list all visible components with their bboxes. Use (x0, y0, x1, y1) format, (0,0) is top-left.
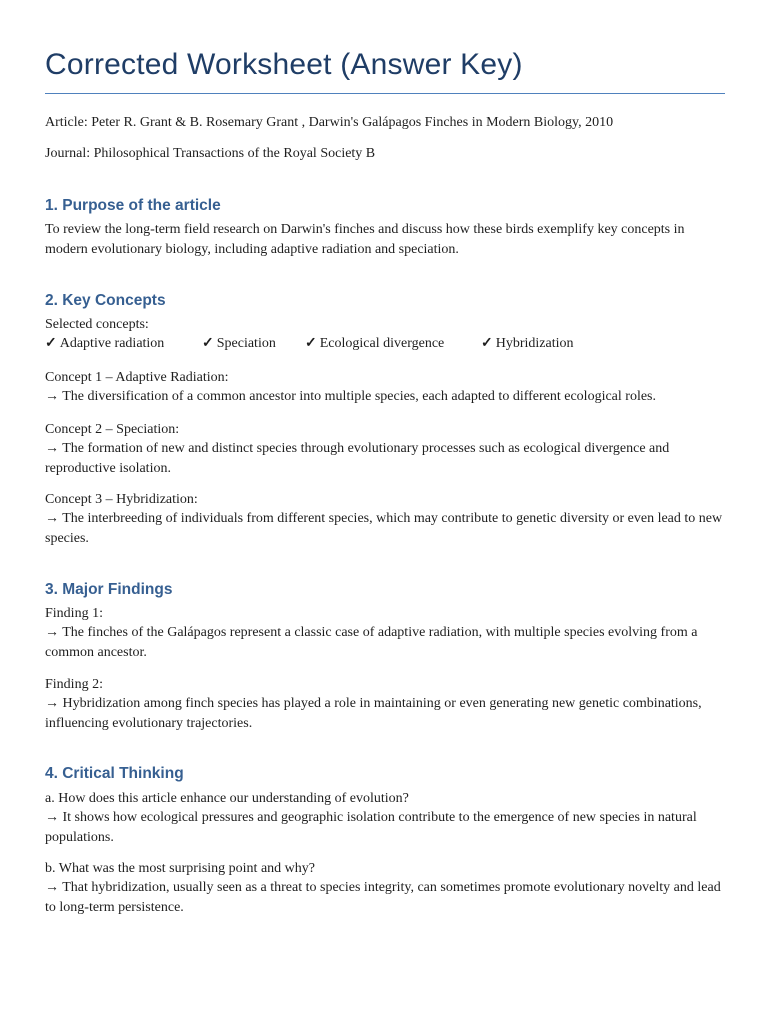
finding1-label: Finding 1: (45, 606, 103, 621)
concept-item: ✓ Hybridization (481, 336, 574, 351)
question-b-label: b. What was the most surprising point and why? (45, 861, 315, 876)
question-a-answer: → It shows how ecological pressures and geographic isolation contribute to the emergence of new species in natural populations. (45, 810, 697, 845)
finding1-text: → The finches of the Galápagos represent a classic case of adaptive radiation, with multiple species evolving from a common ancestor. (45, 625, 698, 660)
concept2-label: Concept 2 – Speciation: (45, 422, 180, 437)
purpose-text: To review the long-term field research on Darwin's finches and discuss how these birds exemplify key concepts in modern evolutionary biology, including adaptive radiation and speciation. (45, 222, 685, 257)
title-divider (45, 93, 725, 94)
concept-item: ✓ Ecological divergence (305, 336, 445, 351)
section-heading-critical-thinking: 4. Critical Thinking (45, 765, 184, 782)
article-citation: Article: Peter R. Grant & B. Rosemary Grant , Darwin's Galápagos Finches in Modern Biology, 2010 (45, 115, 614, 130)
concept1-label: Concept 1 – Adaptive Radiation: (45, 370, 229, 385)
finding2-text: → Hybridization among finch species has played a role in maintaining or even generating new genetic combinations, influencing evolutionary trajectories. (45, 696, 702, 731)
question-b-answer: → That hybridization, usually seen as a threat to species integrity, can sometimes promote evolutionary novelty and lead to long-term persistence. (45, 880, 721, 915)
checkmark-icon: ✓ (45, 336, 57, 351)
checkmark-icon: ✓ (202, 336, 214, 351)
section-heading-major-findings: 3. Major Findings (45, 581, 173, 598)
finding2-label: Finding 2: (45, 677, 103, 692)
section-heading-key-concepts: 2. Key Concepts (45, 292, 166, 309)
concept-item: ✓ Speciation (202, 336, 276, 351)
selected-concepts-label: Selected concepts: (45, 317, 149, 332)
concept2-text: → The formation of new and distinct species through evolutionary processes such as ecological divergence and reproductive isolation. (45, 441, 670, 476)
checkmark-icon: ✓ (481, 336, 493, 351)
page-title: Corrected Worksheet (Answer Key) (45, 48, 523, 81)
concept1-text: → The diversification of a common ancestor into multiple species, each adapted to different ecological roles. (45, 389, 656, 404)
section-heading-purpose: 1. Purpose of the article (45, 197, 221, 214)
concept-item: ✓ Adaptive radiation (45, 336, 165, 351)
concept3-text: → The interbreeding of individuals from different species, which may contribute to genetic diversity or even lead to new species. (45, 511, 723, 546)
checkmark-icon: ✓ (305, 336, 317, 351)
question-a-label: a. How does this article enhance our understanding of evolution? (45, 791, 409, 806)
selected-concepts-list (45, 335, 725, 355)
journal-line: Journal: Philosophical Transactions of the Royal Society B (45, 146, 376, 161)
concept3-label: Concept 3 – Hybridization: (45, 492, 198, 507)
